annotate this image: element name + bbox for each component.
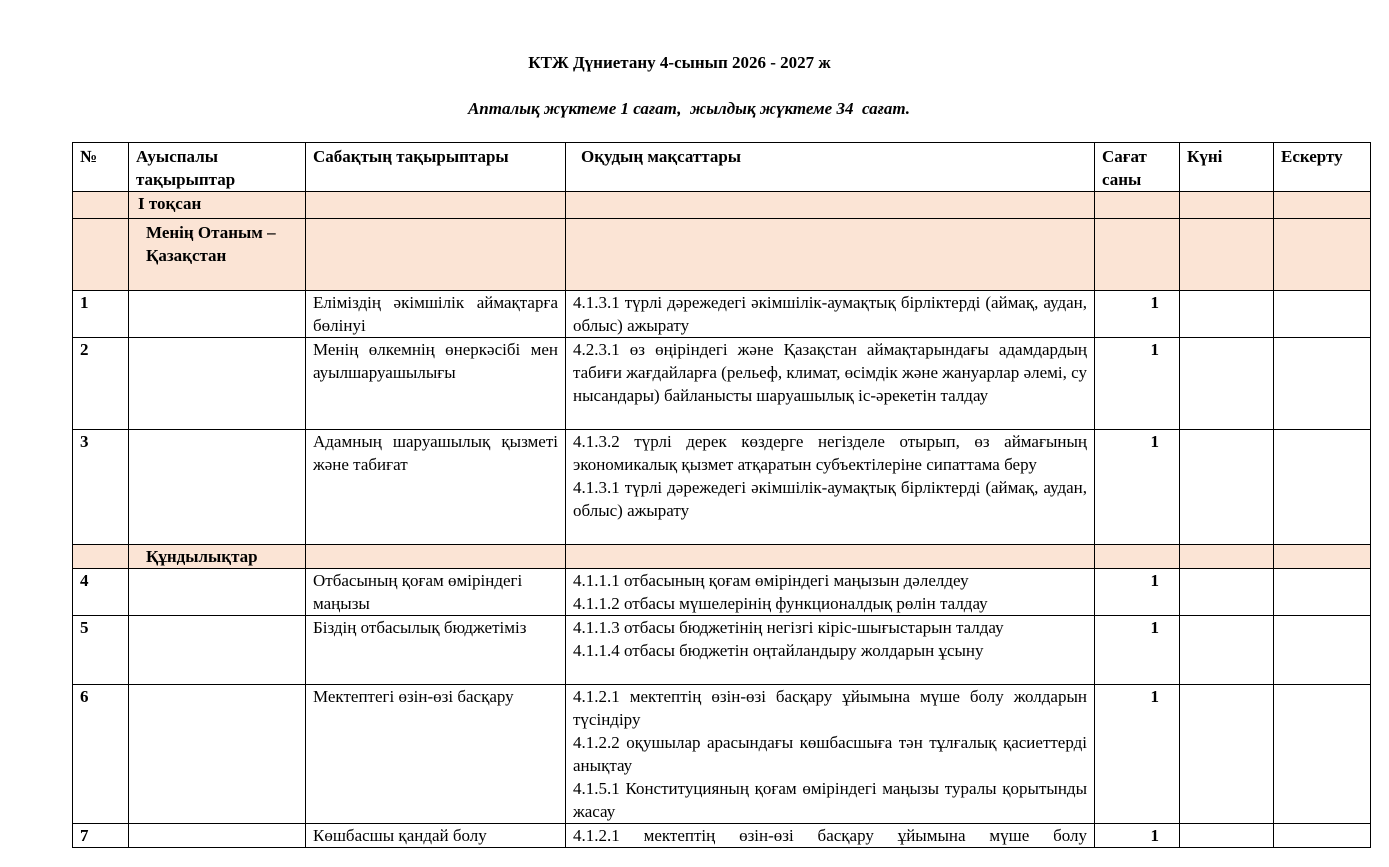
learning-goals bbox=[566, 685, 1095, 824]
lesson-topic: Мектептегі өзін-өзі басқару bbox=[306, 685, 566, 824]
header-day: Күні bbox=[1180, 143, 1274, 192]
learning-goal: 4.1.2.1 мектептің өзін-өзі басқару ұйымына мүше болу жолдарын түсіндіру bbox=[573, 687, 1087, 729]
hours-count: 1 bbox=[1095, 616, 1180, 685]
hours-count: 1 bbox=[1095, 569, 1180, 616]
row-number: 1 bbox=[73, 291, 129, 338]
table-row bbox=[73, 685, 1371, 824]
hours-count: 1 bbox=[1095, 685, 1180, 824]
header-topic: Сабақтың тақырыптары bbox=[306, 143, 566, 192]
learning-goal: 4.1.1.2 отбасы мүшелерінің функционалдық рөлін талдау bbox=[573, 594, 988, 613]
header-goals: Оқудың мақсаттары bbox=[566, 143, 1095, 192]
day-cell bbox=[1180, 291, 1274, 338]
learning-goals bbox=[566, 430, 1095, 545]
table-row bbox=[73, 616, 1371, 685]
lesson-topic: Еліміздің әкімшілік аймақтарға бөлінуі bbox=[306, 291, 566, 338]
document-subtitle: Апталық жүктеме 1 сағат, жылдық жүктеме 34 сағат. bbox=[467, 99, 911, 118]
section-row-quarter bbox=[73, 192, 1371, 219]
hours-count: 1 bbox=[1095, 430, 1180, 545]
day-cell bbox=[1180, 824, 1274, 848]
lesson-topic: Көшбасшы қандай болу bbox=[306, 824, 566, 848]
learning-goal: 4.1.3.2 түрлі дерек көздерге негізделе отырып, өз аймағының экономикалық қызмет атқаратын субъектілеріне сипаттама беру bbox=[573, 432, 1087, 474]
day-cell bbox=[1180, 430, 1274, 545]
day-cell bbox=[1180, 338, 1274, 430]
lesson-topic: Біздің отбасылық бюджетіміз bbox=[306, 616, 566, 685]
learning-goal: 4.1.2.1 мектептің өзін-өзі басқару ұйымына мүше болу bbox=[573, 826, 1087, 845]
section-homeland-label: Менің Отаным – Қазақстан bbox=[129, 219, 306, 291]
header-note: Ескерту bbox=[1274, 143, 1371, 192]
hours-count: 1 bbox=[1095, 824, 1180, 848]
day-cell bbox=[1180, 569, 1274, 616]
table-row bbox=[73, 430, 1371, 545]
note-cell bbox=[1274, 569, 1371, 616]
hours-count: 1 bbox=[1095, 338, 1180, 430]
day-cell bbox=[1180, 616, 1274, 685]
learning-goal: 4.1.5.1 Конституцияның қоғам өміріндегі маңызы туралы қорытынды жасау bbox=[573, 779, 1087, 821]
section-row-values bbox=[73, 545, 1371, 569]
learning-goal: 4.1.1.3 отбасы бюджетінің негізгі кіріс-шығыстарын талдау bbox=[573, 618, 1004, 637]
learning-goal: 4.1.1.1 отбасының қоғам өміріндегі маңызын дәлелдеу bbox=[573, 571, 969, 590]
learning-goal: 4.1.3.1 түрлі дәрежедегі әкімшілік-аумақтық бірліктерді (аймақ, аудан, облыс) ажырату bbox=[573, 293, 1087, 335]
row-number: 3 bbox=[73, 430, 129, 545]
learning-goal: 4.2.3.1 өз өңіріндегі және Қазақстан аймақтарындағы адамдардың табиғи жағдайларға (рельеф, климат, өсімдік және жануарлар әлемі, су нысандары) байланысты шаруашылық іс-әрекетін талдау bbox=[573, 340, 1087, 405]
table-header-row bbox=[73, 143, 1371, 192]
day-cell bbox=[1180, 685, 1274, 824]
learning-goal: 4.1.3.1 түрлі дәрежедегі әкімшілік-аумақтық бірліктерді (аймақ, аудан, облыс) ажырату bbox=[573, 478, 1087, 520]
document-title: КТЖ Дүниетану 4-сынып 2026 - 2027 ж bbox=[528, 53, 831, 72]
row-number: 7 bbox=[73, 824, 129, 848]
learning-goals bbox=[566, 338, 1095, 430]
learning-goals bbox=[566, 291, 1095, 338]
lesson-plan-table bbox=[72, 142, 1371, 848]
lesson-topic: Адамның шаруашылық қызметі және табиғат bbox=[306, 430, 566, 545]
lesson-topic: Отбасының қоғам өміріндегі маңызы bbox=[306, 569, 566, 616]
section-values-label: Құндылықтар bbox=[129, 545, 306, 569]
header-hours: Сағат саны bbox=[1095, 143, 1180, 192]
header-subject: Ауыспалы тақырыптар bbox=[129, 143, 306, 192]
hours-count: 1 bbox=[1095, 291, 1180, 338]
learning-goal: 4.1.1.4 отбасы бюджетін оңтайландыру жолдарын ұсыну bbox=[573, 641, 984, 660]
section-quarter-label: І тоқсан bbox=[129, 192, 306, 219]
section-row-homeland bbox=[73, 219, 1371, 291]
table-row bbox=[73, 291, 1371, 338]
learning-goals bbox=[566, 569, 1095, 616]
table-row bbox=[73, 824, 1371, 848]
note-cell bbox=[1274, 291, 1371, 338]
note-cell bbox=[1274, 616, 1371, 685]
table-row bbox=[73, 338, 1371, 430]
row-number: 4 bbox=[73, 569, 129, 616]
table-row bbox=[73, 569, 1371, 616]
learning-goals bbox=[566, 616, 1095, 685]
lesson-topic: Менің өлкемнің өнеркәсібі мен ауылшаруашылығы bbox=[306, 338, 566, 430]
row-number: 6 bbox=[73, 685, 129, 824]
row-number: 2 bbox=[73, 338, 129, 430]
learning-goals bbox=[566, 824, 1095, 848]
note-cell bbox=[1274, 824, 1371, 848]
row-number: 5 bbox=[73, 616, 129, 685]
learning-goal: 4.1.2.2 оқушылар арасындағы көшбасшыға тән тұлғалық қасиеттерді анықтау bbox=[573, 733, 1087, 775]
header-num: № bbox=[73, 143, 129, 192]
note-cell bbox=[1274, 430, 1371, 545]
note-cell bbox=[1274, 685, 1371, 824]
note-cell bbox=[1274, 338, 1371, 430]
